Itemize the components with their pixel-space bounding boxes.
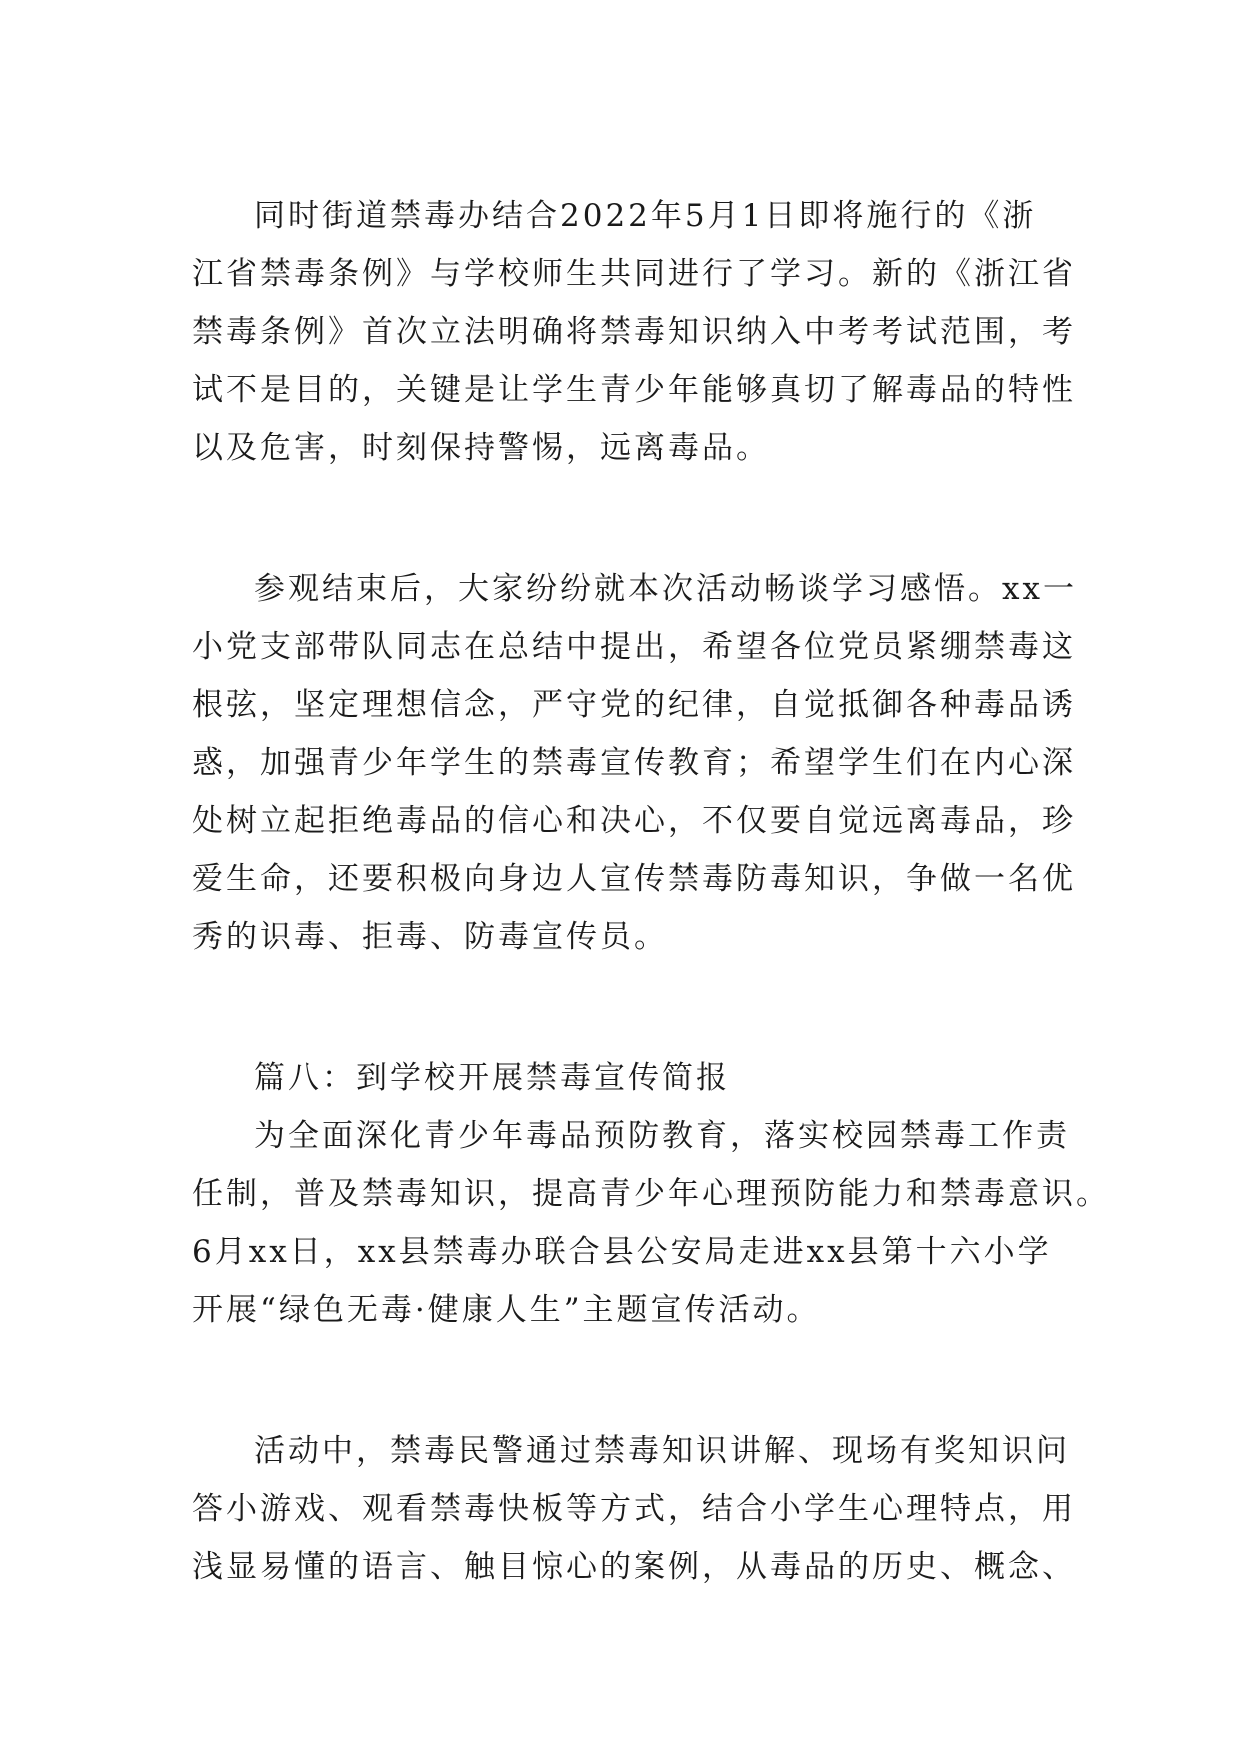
paragraph-2-line-2: 小党支部带队同志在总结中提出，希望各位党员紧绷禁毒这 [192,629,1076,665]
paragraph-3-line-1: 为全面深化青少年毒品预防教育，落实校园禁毒工作责 [254,1118,1070,1154]
paragraph-2-line-4: 惑，加强青少年学生的禁毒宣传教育；希望学生们在内心深 [192,745,1076,781]
paragraph-2-line-5: 处树立起拒绝毒品的信心和决心，不仅要自觉远离毒品，珍 [192,803,1076,839]
paragraph-1-line-5: 以及危害，时刻保持警惕，远离毒品。 [192,430,770,466]
paragraph-1-line-1: 同时街道禁毒办结合2022年5月1日即将施行的《浙 [254,198,1037,234]
paragraph-3-line-3: 6月xx日，xx县禁毒办联合县公安局走进xx县第十六小学 [192,1234,1052,1270]
paragraph-3-line-2: 任制，普及禁毒知识，提高青少年心理预防能力和禁毒意识。 [192,1176,1110,1212]
section-heading: 篇八：到学校开展禁毒宣传简报 [254,1060,730,1096]
paragraph-2-line-7: 秀的识毒、拒毒、防毒宣传员。 [192,919,668,955]
paragraph-4-line-2: 答小游戏、观看禁毒快板等方式，结合小学生心理特点，用 [192,1491,1076,1527]
paragraph-2-line-6: 爱生命，还要积极向身边人宣传禁毒防毒知识，争做一名优 [192,861,1076,897]
paragraph-2-line-3: 根弦，坚定理想信念，严守党的纪律，自觉抵御各种毒品诱 [192,687,1076,723]
paragraph-1-line-4: 试不是目的，关键是让学生青少年能够真切了解毒品的特性 [192,372,1076,408]
paragraph-2-line-1: 参观结束后，大家纷纷就本次活动畅谈学习感悟。xx一 [254,571,1077,607]
paragraph-1-line-3: 禁毒条例》首次立法明确将禁毒知识纳入中考考试范围，考 [192,314,1076,350]
paragraph-3-line-4: 开展“绿色无毒·健康人生”主题宣传活动。 [192,1292,821,1328]
paragraph-4-line-3: 浅显易懂的语言、触目惊心的案例，从毒品的历史、概念、 [192,1549,1076,1585]
paragraph-1-line-2: 江省禁毒条例》与学校师生共同进行了学习。新的《浙江省 [192,256,1076,292]
paragraph-4-line-1: 活动中，禁毒民警通过禁毒知识讲解、现场有奖知识问 [254,1433,1070,1469]
